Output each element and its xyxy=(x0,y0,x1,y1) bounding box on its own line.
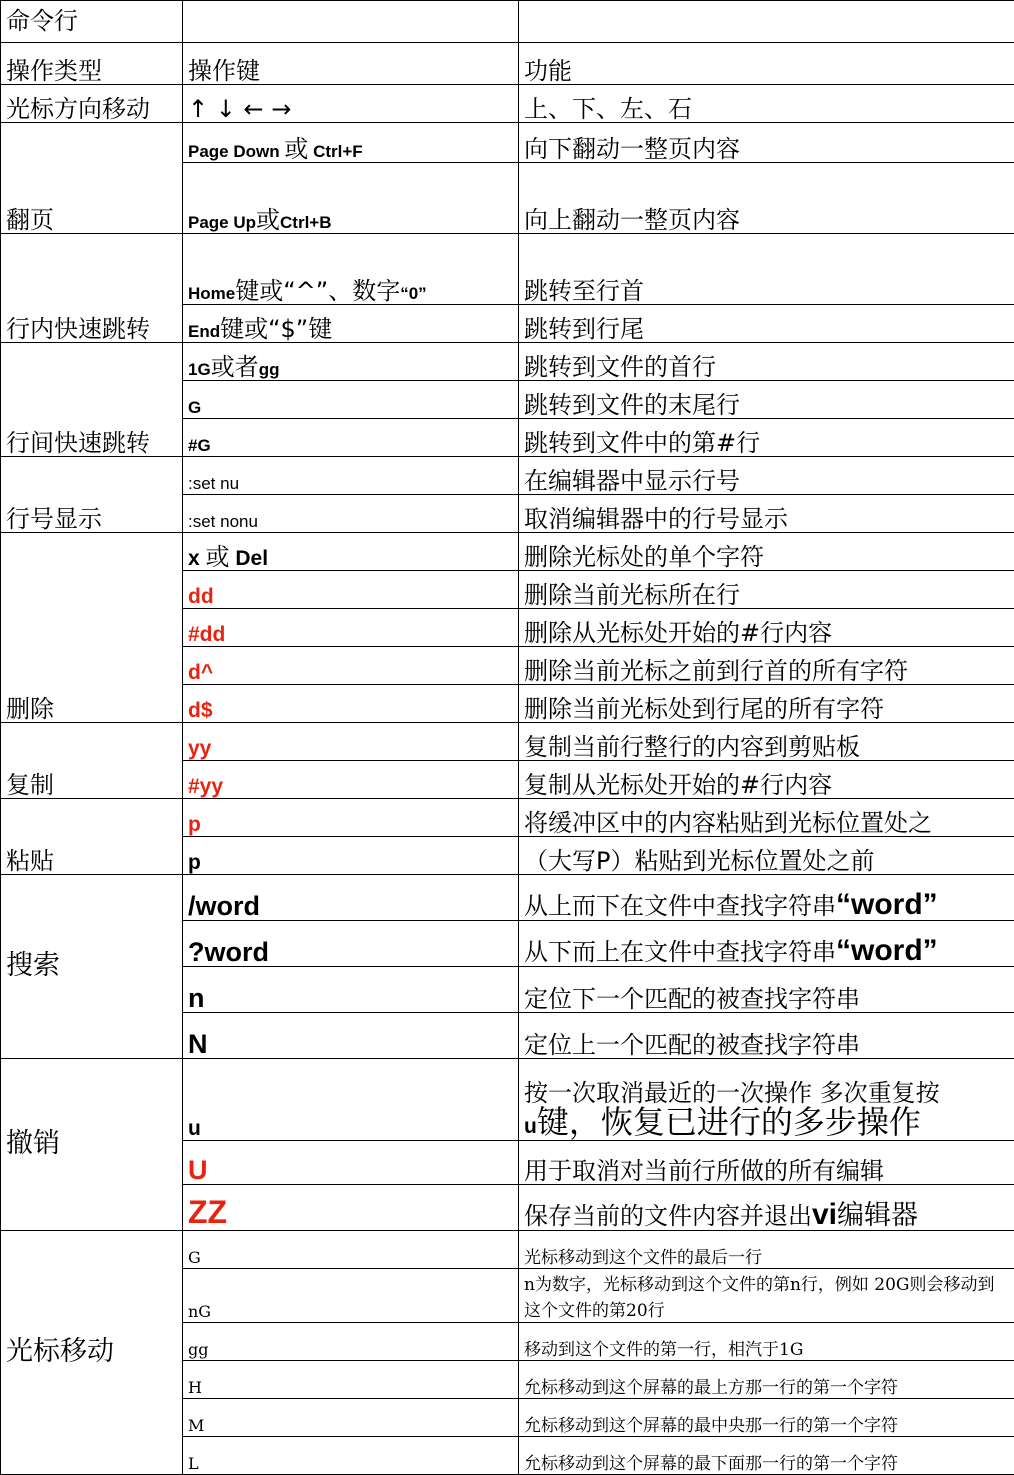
header-row xyxy=(1,43,1014,85)
key-part: H xyxy=(188,1378,202,1397)
key-cell xyxy=(183,1361,519,1399)
key-cell xyxy=(183,875,519,921)
key-cell xyxy=(183,305,519,343)
type-cell: 行间快速跳转 xyxy=(1,343,183,457)
key-cell xyxy=(183,1013,519,1059)
function-cell: 复制从光标处开始的#行内容 xyxy=(519,761,1014,799)
function-cell: 删除从光标处开始的#行内容 xyxy=(519,609,1014,647)
key-cell xyxy=(183,1185,519,1231)
type-cell: 翻页 xyxy=(1,123,183,234)
type-cell: 行内快速跳转 xyxy=(1,234,183,343)
empty-cell xyxy=(519,1,1014,43)
key-cell xyxy=(183,533,519,571)
key-cell xyxy=(183,837,519,875)
key-part: Ctrl+F xyxy=(308,142,362,161)
function-part: 允标移动到这个屏幕的最下面那一行的第一个字符 xyxy=(524,1454,898,1474)
key-part: 或者 xyxy=(211,353,259,381)
function-cell: 跳转至行首 xyxy=(519,234,1014,305)
key-part: x xyxy=(188,547,206,570)
key-cell xyxy=(183,457,519,495)
key-part: End xyxy=(188,322,220,341)
table-row xyxy=(1,799,1014,837)
table-row xyxy=(1,875,1014,921)
table-row xyxy=(1,85,1014,123)
function-part: 允标移动到这个屏幕的最中央那一行的第一个字符 xyxy=(524,1416,898,1436)
function-cell: 定位下一个匹配的被查找字符串 xyxy=(519,967,1014,1013)
key-part: #yy xyxy=(188,775,223,798)
key-part: /word xyxy=(188,891,260,921)
key-cell xyxy=(183,609,519,647)
function-cell xyxy=(519,1437,1014,1475)
key-cell xyxy=(183,163,519,234)
key-part: d$ xyxy=(188,699,213,722)
key-part: p xyxy=(188,851,201,874)
type-cell: 撤销 xyxy=(1,1059,183,1231)
key-cell xyxy=(183,967,519,1013)
key-part: n xyxy=(188,983,205,1013)
key-cell xyxy=(183,1437,519,1475)
function-cell xyxy=(519,1323,1014,1361)
key-part: 键或“^”、数字 xyxy=(235,277,400,305)
key-part: :set nonu xyxy=(188,512,258,531)
type-cell: 光标方向移动 xyxy=(1,85,183,123)
key-cell xyxy=(183,921,519,967)
type-cell: 光标移动 xyxy=(1,1231,183,1475)
table-row xyxy=(1,533,1014,571)
key-part: d^ xyxy=(188,661,213,684)
type-cell: 粘贴 xyxy=(1,799,183,875)
function-cell: 跳转到文件的首行 xyxy=(519,343,1014,381)
function-cell: 将缓冲区中的内容粘贴到光标位置处之 xyxy=(519,799,1014,837)
key-cell xyxy=(183,495,519,533)
key-part: dd xyxy=(188,585,214,608)
function-cell: 向下翻动一整页内容 xyxy=(519,123,1014,163)
function-part: vi xyxy=(812,1198,837,1231)
table-row xyxy=(1,1059,1014,1141)
key-part: M xyxy=(188,1416,204,1435)
key-cell: ↑ ↓ ← → xyxy=(183,85,519,123)
function-cell: 删除当前光标之前到行首的所有字符 xyxy=(519,647,1014,685)
function-part: 允标移动到这个屏幕的最上方那一行的第一个字符 xyxy=(524,1378,898,1398)
function-part: 从下而上在文件中查找字符串 xyxy=(524,938,836,966)
key-part: ZZ xyxy=(188,1194,227,1230)
table-row xyxy=(1,343,1014,381)
key-part: 或 xyxy=(256,206,280,234)
key-part: #G xyxy=(188,436,211,455)
function-cell: 删除光标处的单个字符 xyxy=(519,533,1014,571)
key-part: Del xyxy=(230,547,269,570)
empty-cell xyxy=(183,1,519,43)
function-part: u xyxy=(524,1115,537,1138)
key-cell xyxy=(183,123,519,163)
table-row xyxy=(1,234,1014,305)
table-title: 命令行 xyxy=(1,1,183,43)
title-row xyxy=(1,1,1014,43)
key-cell xyxy=(183,647,519,685)
function-cell xyxy=(519,1399,1014,1437)
function-cell xyxy=(519,1059,1014,1141)
function-part: 从上而下在文件中查找字符串 xyxy=(524,892,836,920)
key-cell xyxy=(183,419,519,457)
function-cell: （大写P）粘贴到光标位置处之前 xyxy=(519,837,1014,875)
key-part: Ctrl+B xyxy=(280,213,331,232)
key-cell xyxy=(183,799,519,837)
function-cell xyxy=(519,921,1014,967)
function-cell: 上、下、左、石 xyxy=(519,85,1014,123)
key-part: Home xyxy=(188,284,235,303)
key-cell xyxy=(183,1059,519,1141)
key-part: 键或“$”键 xyxy=(220,315,332,343)
key-cell xyxy=(183,381,519,419)
key-part: yy xyxy=(188,737,211,760)
key-cell xyxy=(183,571,519,609)
function-cell: 定位上一个匹配的被查找字符串 xyxy=(519,1013,1014,1059)
key-part: 或 xyxy=(284,135,308,163)
type-cell: 复制 xyxy=(1,723,183,799)
key-part: ?word xyxy=(188,937,269,967)
key-part: L xyxy=(188,1454,199,1473)
key-cell xyxy=(183,1323,519,1361)
function-cell xyxy=(519,1231,1014,1269)
function-cell: 取消编辑器中的行号显示 xyxy=(519,495,1014,533)
table-row xyxy=(1,123,1014,163)
key-part: :set nu xyxy=(188,474,239,493)
function-part: 移动到这个文件的第一行，相汽于1G xyxy=(524,1340,803,1360)
key-cell xyxy=(183,1141,519,1185)
key-part: “0” xyxy=(400,284,426,303)
function-cell: 在编辑器中显示行号 xyxy=(519,457,1014,495)
key-part: G xyxy=(188,398,201,417)
function-part: 键，恢复已进行的多步操作 xyxy=(537,1103,921,1140)
function-part: 光标移动到这个文件的最后一行 xyxy=(524,1248,762,1268)
function-cell: 跳转到文件的末尾行 xyxy=(519,381,1014,419)
key-part: N xyxy=(188,1029,208,1059)
key-cell xyxy=(183,1231,519,1269)
function-cell: 向上翻动一整页内容 xyxy=(519,163,1014,234)
key-part: Page Down xyxy=(188,142,284,161)
key-part: 或 xyxy=(206,543,230,571)
function-part: n为数字，光标移动到这个文件的第n行，例如 20G则会移动到这个文件的第20行 xyxy=(524,1275,995,1321)
function-cell: 用于取消对当前行所做的所有编辑 xyxy=(519,1141,1014,1185)
key-part: u xyxy=(188,1117,201,1140)
table-row xyxy=(1,1231,1014,1269)
table-row xyxy=(1,457,1014,495)
type-cell: 删除 xyxy=(1,533,183,723)
key-cell xyxy=(183,685,519,723)
key-part: 1G xyxy=(188,360,211,379)
key-cell xyxy=(183,343,519,381)
key-part: gg xyxy=(188,1340,208,1359)
function-cell: 跳转到行尾 xyxy=(519,305,1014,343)
key-part: p xyxy=(188,813,201,836)
key-part: U xyxy=(188,1155,208,1185)
header-key: 操作键 xyxy=(183,43,519,85)
function-cell xyxy=(519,1185,1014,1231)
function-part: 编辑器 xyxy=(837,1200,918,1231)
key-part: gg xyxy=(259,360,280,379)
function-part: 保存当前的文件内容并退出 xyxy=(524,1202,812,1230)
header-function: 功能 xyxy=(519,43,1014,85)
function-part: “word” xyxy=(836,888,938,921)
key-cell xyxy=(183,234,519,305)
function-cell: 删除当前光标所在行 xyxy=(519,571,1014,609)
type-cell: 行号显示 xyxy=(1,457,183,533)
function-cell xyxy=(519,1269,1014,1323)
key-part: Page Up xyxy=(188,213,256,232)
function-cell xyxy=(519,1361,1014,1399)
function-cell: 复制当前行整行的内容到剪贴板 xyxy=(519,723,1014,761)
key-cell xyxy=(183,723,519,761)
key-cell xyxy=(183,1269,519,1323)
key-cell xyxy=(183,1399,519,1437)
function-line xyxy=(524,1106,1014,1140)
key-part: #dd xyxy=(188,623,225,646)
header-type: 操作类型 xyxy=(1,43,183,85)
key-part: G xyxy=(188,1248,201,1267)
function-cell: 删除当前光标处到行尾的所有字符 xyxy=(519,685,1014,723)
key-cell xyxy=(183,761,519,799)
key-part: nG xyxy=(188,1302,211,1321)
table-row xyxy=(1,723,1014,761)
function-cell: 跳转到文件中的第#行 xyxy=(519,419,1014,457)
function-line: 按一次取消最近的一次操作 多次重复按 xyxy=(524,1081,1014,1106)
type-cell: 搜索 xyxy=(1,875,183,1059)
function-cell xyxy=(519,875,1014,921)
function-part: “word” xyxy=(836,934,938,967)
